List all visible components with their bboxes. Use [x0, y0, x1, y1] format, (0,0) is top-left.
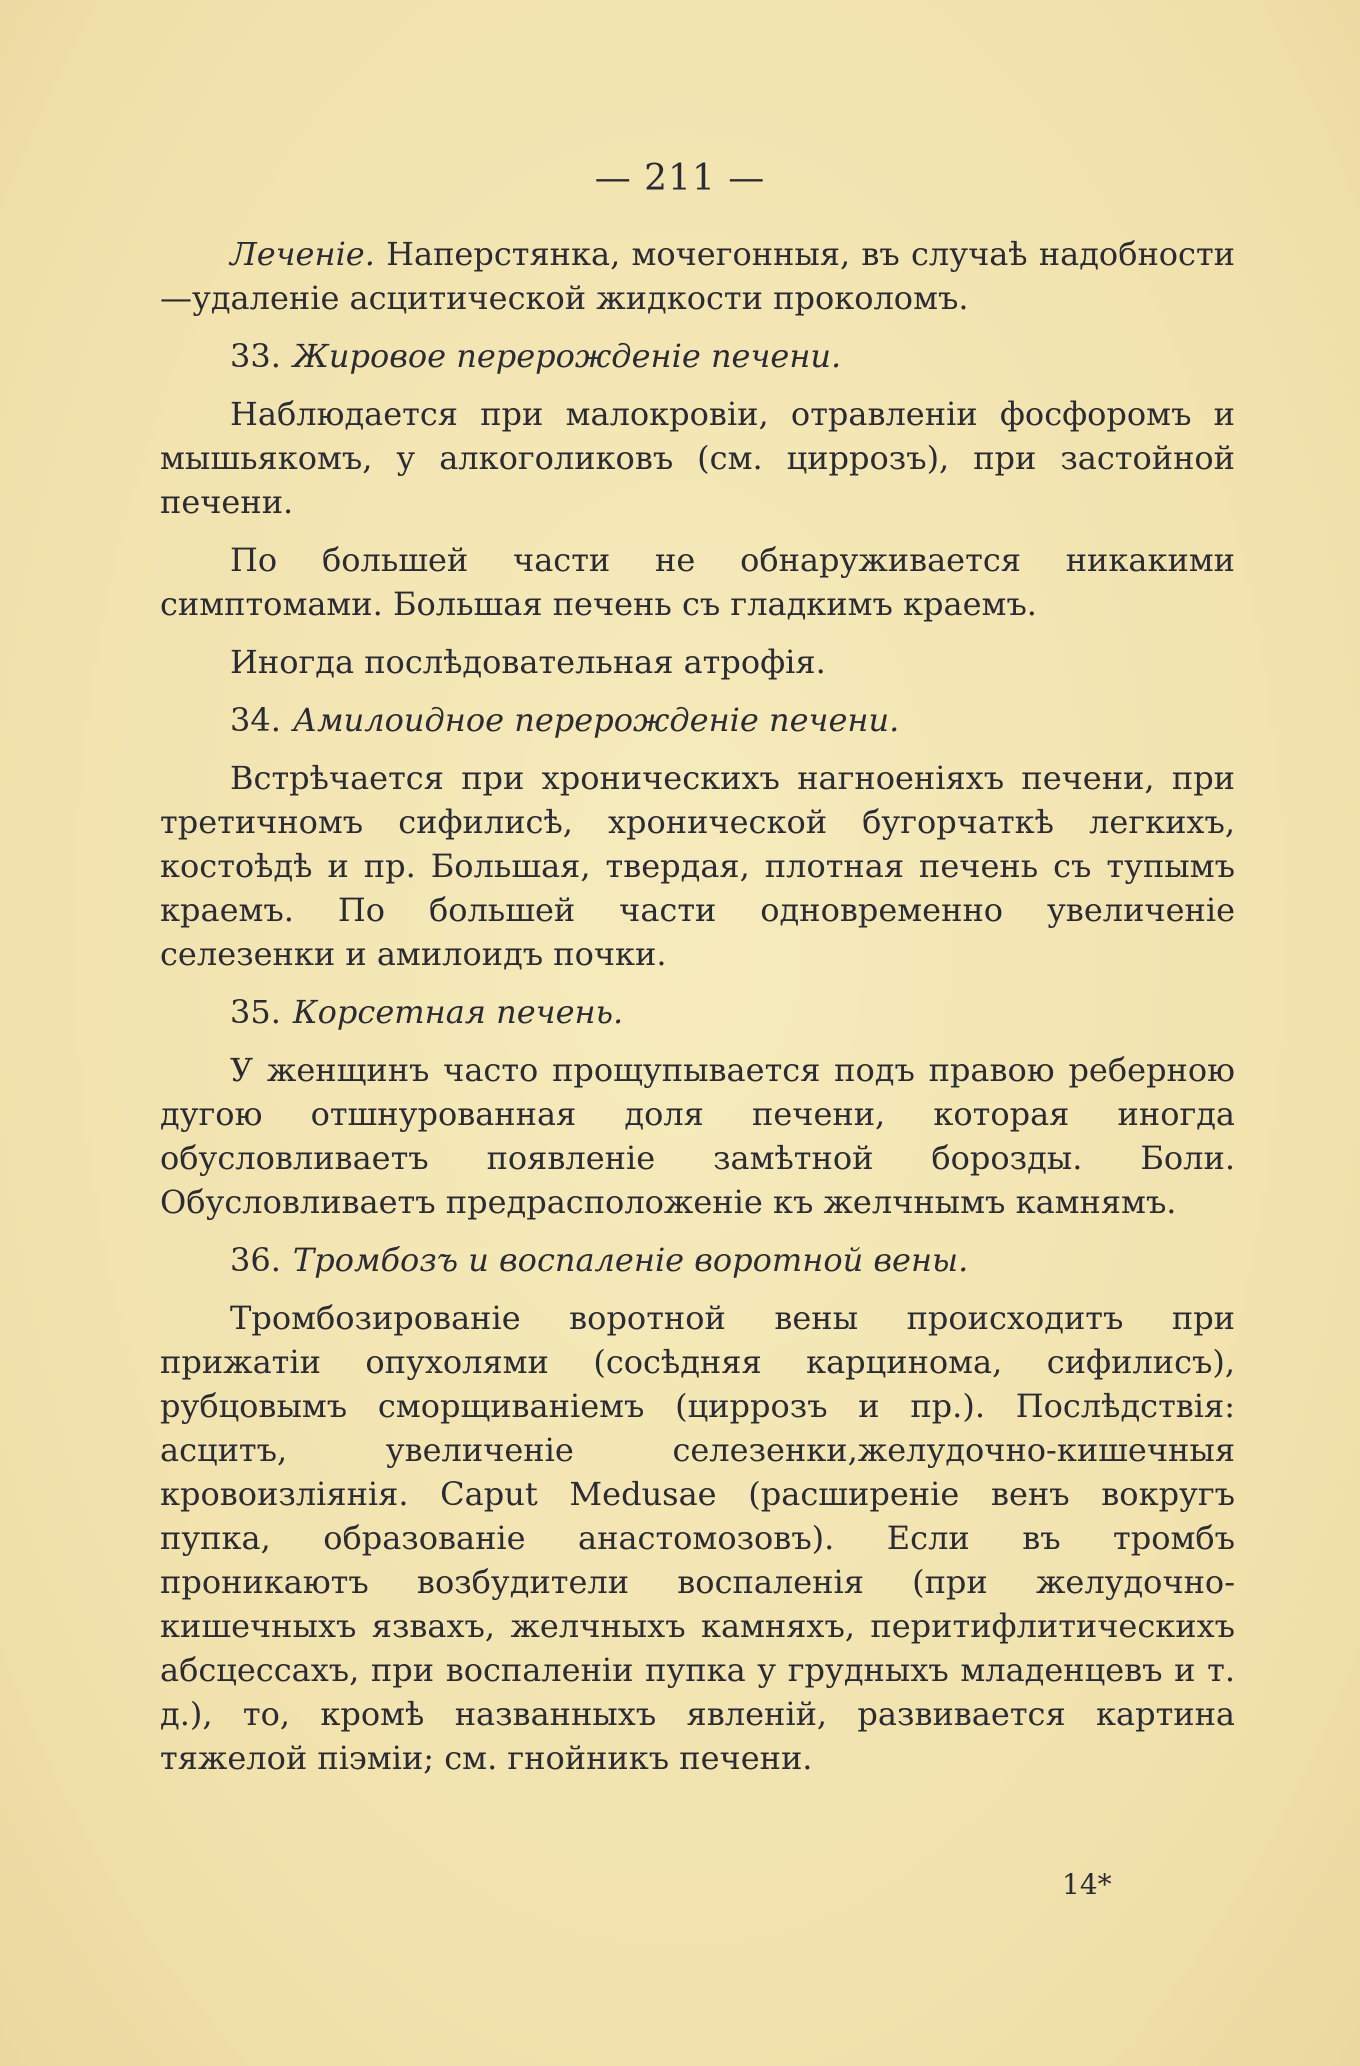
section-paragraph: Встрѣчается при хроническихъ нагноеніяхъ печени, при третичномъ сифилисѣ, хронической бугорчаткѣ легкихъ, костоѣдѣ и пр. Большая, твердая, плотная печень съ тупымъ краемъ. По большей части одновременно увеличеніе селезенки и амилоидъ почки.	[160, 759, 1235, 973]
section-number: 33.	[230, 337, 281, 375]
section-title: Жировое перерожденіе печени.	[292, 337, 842, 375]
intro-lead: Леченіе.	[230, 235, 375, 273]
section-heading-34	[160, 698, 1235, 742]
section-paragraph: Наблюдается при малокровіи, отравленіи фосфоромъ и мышьякомъ, у алкоголиковъ (см. циррозъ), при застойной печени.	[160, 395, 1235, 521]
signature-mark: 14*	[1062, 1868, 1112, 1901]
section-heading-33	[160, 334, 1235, 378]
section-heading-35	[160, 990, 1235, 1034]
section-paragraph: Тромбозированіе воротной вены происходитъ при прижатіи опухолями (сосѣдняя карцинома, сифилисъ), рубцовымъ сморщиваніемъ (циррозъ и пр.). Послѣдствія: асцитъ, увеличеніе селезенки,желудочно-кишечныя кровоизліянія. Caput Medusae (расширеніе венъ вокругъ пупка, образованіе анастомозовъ). Если въ тромбъ проникаютъ возбудители воспаленія (при желудочно-кишечныхъ язвахъ, желчныхъ камняхъ, перитифлитическихъ абсцессахъ, при воспаленіи пупка у грудныхъ младенцевъ и т. д.), то, кромѣ названныхъ явленій, развивается картина тяжелой піэміи; см. гнойникъ печени.	[160, 1299, 1235, 1777]
page-number: — 211 —	[594, 158, 766, 199]
section-number: 34.	[230, 701, 281, 739]
section-paragraph: У женщинъ часто прощупывается подъ правою реберною дугою отшнурованная доля печени, которая иногда обусловливаетъ появленіе замѣтной борозды. Боли. Обусловливаетъ предрасположеніе къ желчнымъ камнямъ.	[160, 1051, 1235, 1221]
section-paragraph: По большей части не обнаруживается никакими симптомами. Большая печень съ гладкимъ краемъ.	[160, 541, 1235, 623]
section-number: 35.	[230, 993, 281, 1031]
intro-text: Наперстянка, мочегонныя, въ случаѣ надобности—удаленіе асцитической жидкости проколомъ.	[160, 235, 1235, 317]
section-number: 36.	[230, 1241, 281, 1279]
section-title: Корсетная печень.	[292, 993, 624, 1031]
section-title: Тромбозъ и воспаленіе воротной вены.	[292, 1241, 969, 1279]
section-title: Амилоидное перерожденіе печени.	[292, 701, 900, 739]
section-paragraph: Иногда послѣдовательная атрофія.	[230, 643, 826, 681]
page-body	[160, 232, 1235, 1794]
section-heading-36	[160, 1238, 1235, 1282]
intro-paragraph	[160, 232, 1235, 320]
